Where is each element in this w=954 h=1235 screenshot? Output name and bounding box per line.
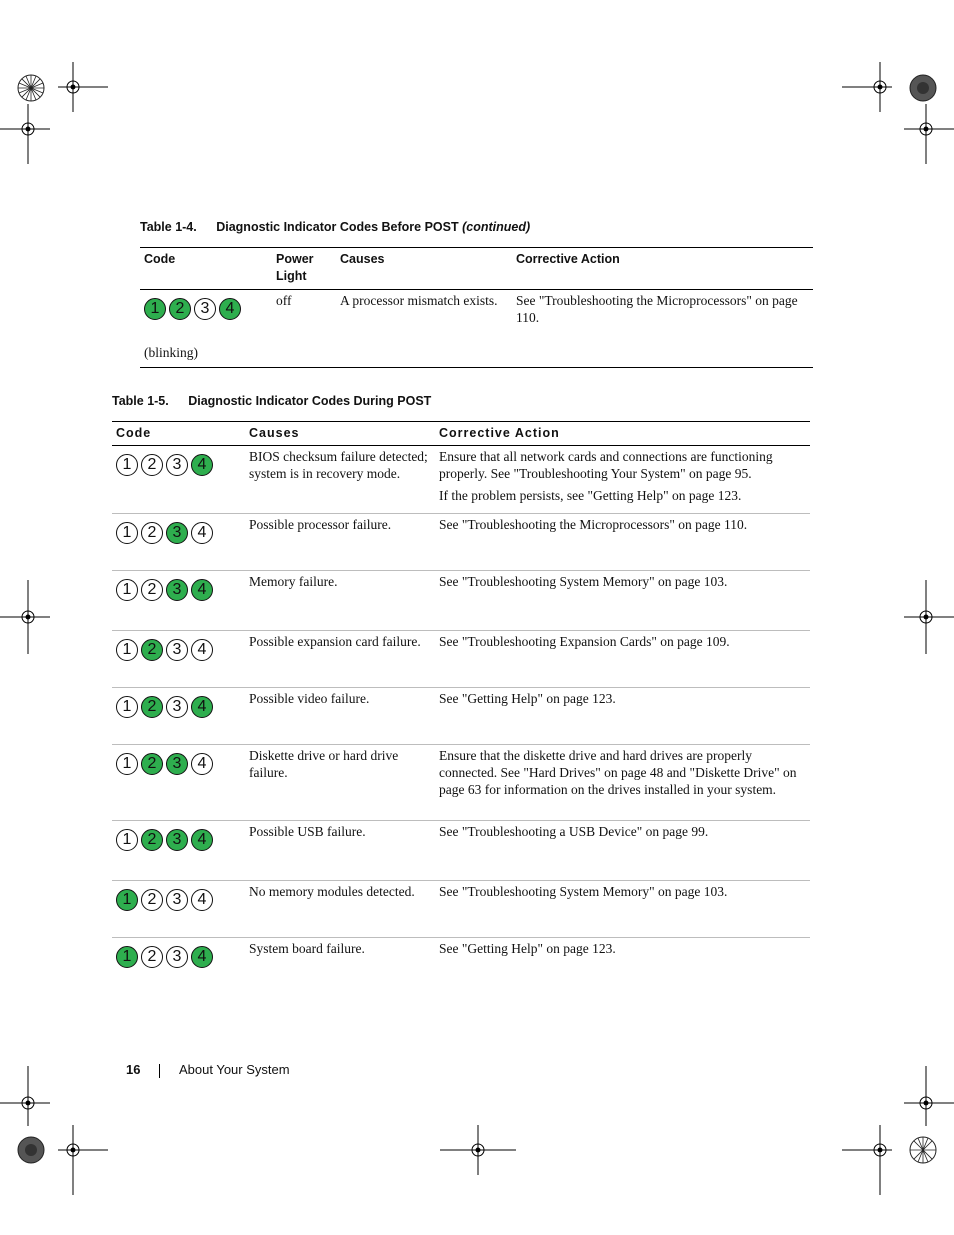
table5-header-row [112, 422, 810, 446]
header-code: Code [140, 248, 272, 290]
registration-crosshair-icon [0, 580, 50, 654]
diagnostic-leds [116, 829, 241, 851]
led-indicator-icon: 4 [191, 579, 213, 601]
led-indicator-icon: 2 [169, 298, 191, 320]
code-cell [112, 688, 245, 745]
action-text-secondary: If the problem persists, see "Getting Help" on page 123. [439, 488, 742, 503]
page-number: 16 [126, 1062, 141, 1077]
led-indicator-icon: 2 [141, 696, 163, 718]
table5-caption: Table 1-5. Diagnostic Indicator Codes During POST [112, 394, 432, 408]
led-indicator-icon: 1 [116, 639, 138, 661]
table5 [112, 421, 810, 988]
table-row [112, 631, 810, 688]
led-indicator-icon: 4 [191, 522, 213, 544]
led-indicator-icon: 1 [116, 454, 138, 476]
registration-crosshair-icon [440, 1125, 516, 1175]
header-power-light: Power Light [272, 248, 336, 290]
causes-cell: Possible USB failure. [245, 821, 435, 881]
action-cell: See "Troubleshooting System Memory" on page 103. [435, 571, 810, 631]
led-indicator-icon: 4 [191, 829, 213, 851]
code-cell [140, 290, 272, 368]
led-indicator-icon: 3 [166, 946, 188, 968]
causes-cell: Possible expansion card failure. [245, 631, 435, 688]
led-indicator-icon: 1 [116, 829, 138, 851]
print-starburst-icon [908, 1135, 938, 1165]
causes-cell: Possible processor failure. [245, 514, 435, 571]
table4-header-row [140, 248, 813, 290]
action-cell: See "Getting Help" on page 123. [435, 688, 810, 745]
led-indicator-icon: 1 [116, 946, 138, 968]
led-indicator-icon: 2 [141, 639, 163, 661]
code-cell [112, 571, 245, 631]
led-indicator-icon: 2 [141, 522, 163, 544]
section-title: About Your System [179, 1062, 290, 1077]
diagnostic-leds [116, 753, 241, 775]
table-row [112, 571, 810, 631]
action-cell: See "Getting Help" on page 123. [439, 941, 616, 956]
registration-crosshair-icon [842, 1125, 902, 1195]
registration-crosshair-icon [904, 104, 954, 164]
led-indicator-icon: 4 [191, 454, 213, 476]
registration-crosshair-icon [58, 1125, 108, 1195]
led-indicator-icon: 4 [219, 298, 241, 320]
led-indicator-icon: 3 [166, 522, 188, 544]
led-indicator-icon: 1 [144, 298, 166, 320]
led-indicator-icon: 1 [116, 696, 138, 718]
causes-cell: Memory failure. [245, 571, 435, 631]
led-indicator-icon: 3 [166, 696, 188, 718]
table-row [112, 881, 810, 938]
causes-cell: A processor mismatch exists. [340, 293, 498, 308]
led-indicator-icon: 1 [116, 522, 138, 544]
code-cell [112, 631, 245, 688]
led-indicator-icon: 1 [116, 579, 138, 601]
led-indicator-icon: 3 [194, 298, 216, 320]
causes-cell: No memory modules detected. [245, 881, 435, 938]
power-light-cell: off [276, 293, 292, 308]
header-code: Code [112, 422, 245, 446]
led-indicator-icon: 4 [191, 639, 213, 661]
header-causes: Causes [245, 422, 435, 446]
code-cell [112, 821, 245, 881]
blinking-note: (blinking) [144, 345, 198, 360]
led-indicator-icon: 4 [191, 753, 213, 775]
code-cell [112, 938, 245, 988]
header-corrective-action: Corrective Action [435, 422, 810, 446]
causes-cell: BIOS checksum failure detected; system is in recovery mode. [245, 446, 435, 514]
action-cell: See "Troubleshooting a USB Device" on page 99. [435, 821, 810, 881]
action-cell [435, 446, 810, 514]
diagnostic-leds [116, 946, 241, 968]
action-text: Ensure that all network cards and connections are functioning properly. See "Troubleshooting Your System" on page 95. [439, 449, 773, 481]
table-row [112, 745, 810, 821]
led-indicator-icon: 3 [166, 753, 188, 775]
table4-caption: Table 1-4. Diagnostic Indicator Codes Before POST (continued) [140, 220, 531, 234]
table-row [112, 821, 810, 881]
diagnostic-leds [144, 298, 268, 320]
registration-crosshair-icon [0, 1066, 50, 1126]
led-indicator-icon: 4 [191, 946, 213, 968]
led-indicator-icon: 2 [141, 579, 163, 601]
diagnostic-leds [116, 579, 241, 601]
print-starburst-icon [908, 73, 938, 103]
led-indicator-icon: 3 [166, 639, 188, 661]
led-indicator-icon: 3 [166, 454, 188, 476]
led-indicator-icon: 2 [141, 946, 163, 968]
action-cell: See "Troubleshooting the Microprocessors" on page 110. [516, 293, 798, 325]
table-row [140, 290, 813, 368]
led-indicator-icon: 3 [166, 829, 188, 851]
table-row [112, 446, 810, 514]
diagnostic-leds [116, 522, 241, 544]
code-cell [112, 514, 245, 571]
led-indicator-icon: 2 [141, 829, 163, 851]
led-indicator-icon: 1 [116, 753, 138, 775]
table-row [112, 514, 810, 571]
causes-cell: System board failure. [249, 941, 365, 956]
led-indicator-icon: 4 [191, 696, 213, 718]
diagnostic-leds [116, 454, 241, 476]
header-corrective-action: Corrective Action [512, 248, 813, 290]
registration-crosshair-icon [58, 62, 108, 112]
diagnostic-leds [116, 889, 241, 911]
causes-cell: Diskette drive or hard drive failure. [245, 745, 435, 821]
led-indicator-icon: 2 [141, 889, 163, 911]
action-cell: See "Troubleshooting the Microprocessors" on page 110. [435, 514, 810, 571]
led-indicator-icon: 2 [141, 454, 163, 476]
footer-divider [159, 1064, 160, 1078]
table4 [140, 247, 813, 368]
led-indicator-icon: 1 [116, 889, 138, 911]
print-starburst-icon [16, 1135, 46, 1165]
led-indicator-icon: 4 [191, 889, 213, 911]
code-cell [112, 881, 245, 938]
table-row [112, 938, 810, 988]
led-indicator-icon: 2 [141, 753, 163, 775]
led-indicator-icon: 3 [166, 889, 188, 911]
print-starburst-icon [16, 73, 46, 103]
action-cell: Ensure that the diskette drive and hard drives are properly connected. See "Hard Drives" on page 48 and "Diskette Drive" on page 63 for information on the drives installed in your system. [435, 745, 810, 821]
registration-crosshair-icon [904, 580, 954, 654]
diagnostic-leds [116, 696, 241, 718]
page-footer [126, 1062, 290, 1078]
causes-cell: Possible video failure. [245, 688, 435, 745]
code-cell [112, 745, 245, 821]
header-causes: Causes [336, 248, 512, 290]
action-cell: See "Troubleshooting System Memory" on page 103. [435, 881, 810, 938]
registration-crosshair-icon [842, 62, 902, 112]
led-indicator-icon: 3 [166, 579, 188, 601]
diagnostic-leds [116, 639, 241, 661]
registration-crosshair-icon [0, 104, 50, 164]
registration-crosshair-icon [904, 1066, 954, 1126]
table-row [112, 688, 810, 745]
action-cell: See "Troubleshooting Expansion Cards" on page 109. [435, 631, 810, 688]
code-cell [112, 446, 245, 514]
